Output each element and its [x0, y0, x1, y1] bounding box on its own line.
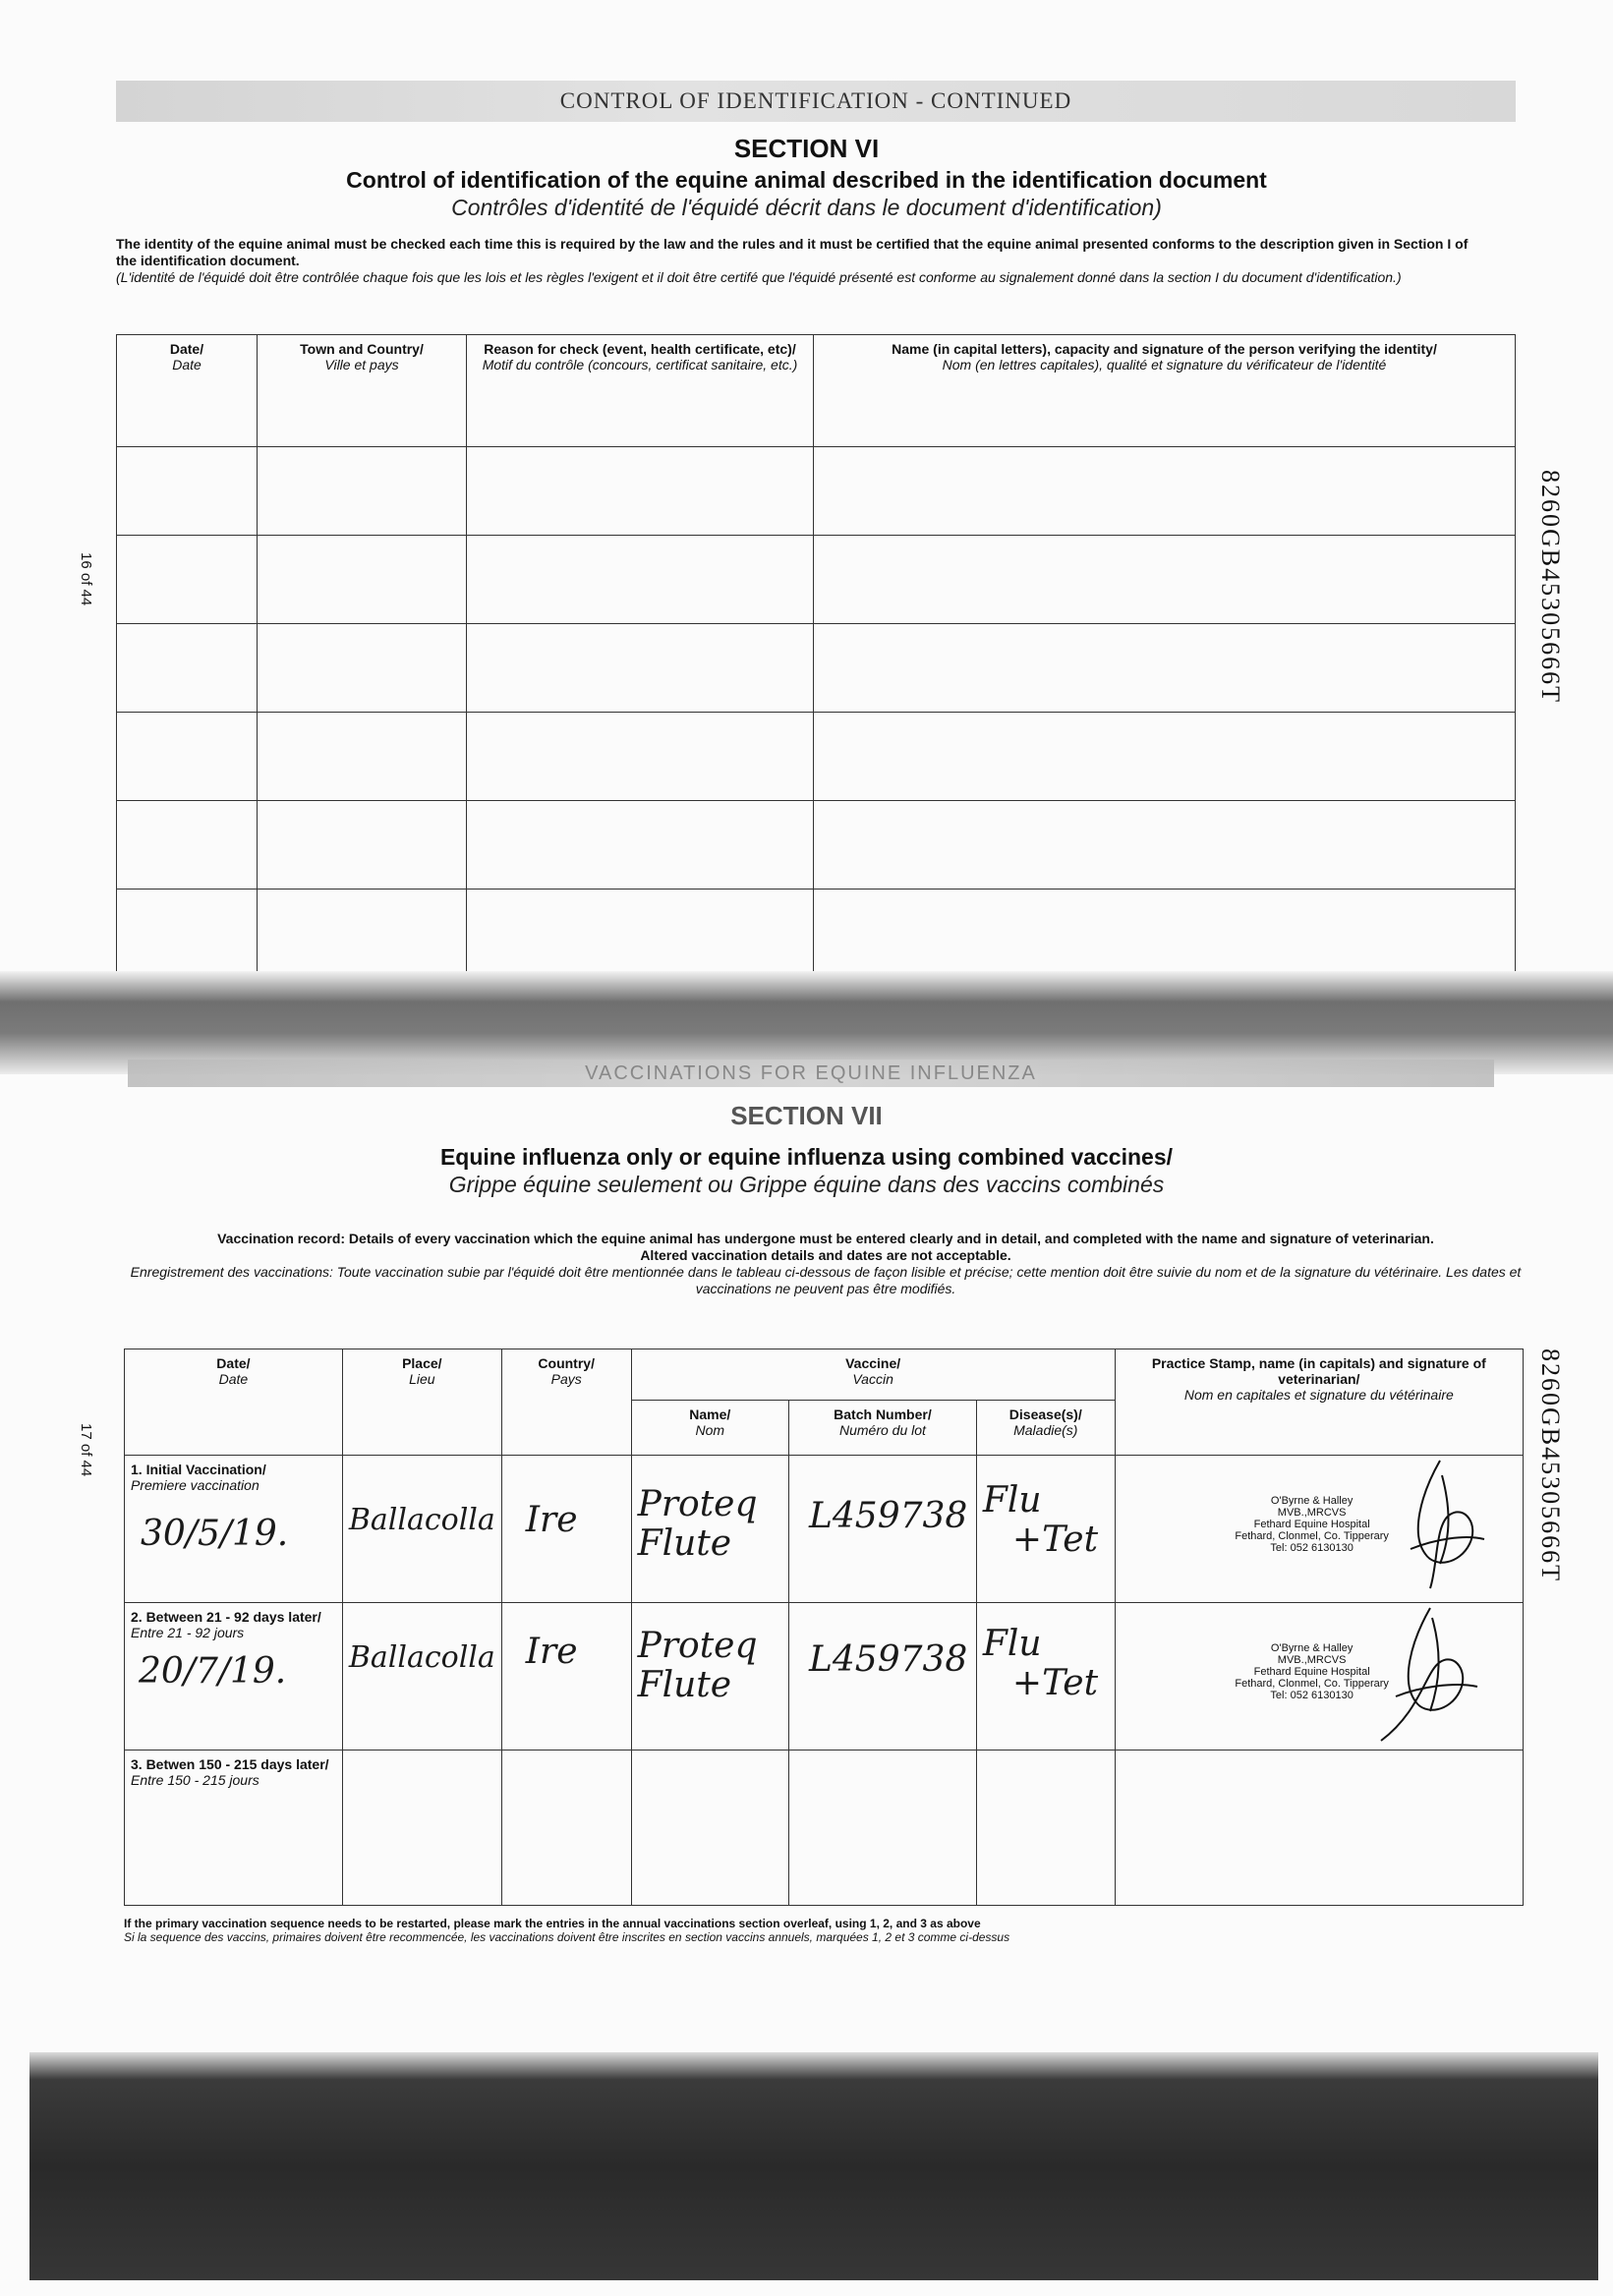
row-label-3: 3. Betwen 150 - 215 days later/ Entre 150 - 215 jours: [125, 1751, 343, 1906]
table-row: [117, 713, 1516, 801]
col-disease: Disease(s)/ Maladie(s): [976, 1401, 1115, 1456]
section-vi-note: [116, 236, 1492, 286]
table-row: [117, 447, 1516, 536]
vaccination-row-2: [125, 1603, 1524, 1751]
section-vi-heading: Control of identification of the equine animal described in the identification document: [346, 167, 1267, 193]
section-vii-title: SECTION VII: [730, 1101, 883, 1130]
restart-note: [124, 1917, 1520, 1944]
col-batch-number: Batch Number/ Numéro du lot: [788, 1401, 976, 1456]
section-vii-note: [128, 1231, 1524, 1297]
table-row: [117, 536, 1516, 624]
country-cell-2: Ire: [501, 1603, 631, 1751]
place-cell-1: Ballacolla: [342, 1456, 501, 1603]
scan-bottom-shadow: [29, 2052, 1598, 2280]
page-number-top: 16 of 44: [78, 552, 94, 606]
handwritten-date-1: 30/5/19.: [141, 1514, 289, 1554]
vaccination-row-3: [125, 1751, 1524, 1906]
section-vii-note-en-1: Vaccination record: Details of every vaccination which the equine animal has undergone must be entered clearly and in detail, and completed with the name and signature of veterinarian.: [217, 1231, 1434, 1246]
col-practice: Practice Stamp, name (in capitals) and signature of veterinarian/ Nom en capitales et signature du vétérinaire: [1115, 1349, 1523, 1456]
table-row: [117, 801, 1516, 890]
col-reason: Reason for check (event, health certificate, etc)/ Motif du contrôle (concours, certificat sanitaire, etc.): [467, 335, 814, 447]
batch-cell-1: L459738: [788, 1456, 976, 1603]
col-place: Place/ Lieu: [342, 1349, 501, 1456]
col-town-country: Town and Country/ Ville et pays: [258, 335, 467, 447]
table-row: [117, 624, 1516, 713]
table-row: [117, 890, 1516, 974]
section-vii-note-fr: Enregistrement des vaccinations: Toute vaccination subie par l'équidé doit être mentionnée dans le tableau ci-dessous de façon lisible et précise; cette mention doit être suivie du nom et de la signature du vétérinaire. Les dates et vaccinations ne peuvent pas être modifiés.: [130, 1264, 1522, 1296]
vet-signature-2: [1361, 1603, 1489, 1751]
col-date: Date/ Date: [125, 1349, 343, 1456]
batch-cell-2: L459738: [788, 1603, 976, 1751]
practice-stamp-cell-1: [1115, 1456, 1523, 1603]
table-header: [125, 1349, 1524, 1401]
practice-stamp-1: O'Byrne & Halley MVB.,MRCVS Fethard Equine Hospital Fethard, Clonmel, Co. Tipperary Tel: 052 6130130: [1235, 1495, 1389, 1554]
practice-stamp-2: O'Byrne & Halley MVB.,MRCVS Fethard Equine Hospital Fethard, Clonmel, Co. Tipperary Tel: 052 6130130: [1235, 1642, 1389, 1701]
restart-note-fr: Si la sequence des vaccins, primaires doivent être recommencée, les vaccinations doivent être inscrites en section vaccins annuels, marquées 1, 2 et 3 comme ci-dessus: [124, 1930, 1010, 1944]
vaccine-name-cell-1: Proteq Flute: [631, 1456, 788, 1603]
row-label-1: 1. Initial Vaccination/ Premiere vaccination 30/5/19.: [125, 1456, 343, 1603]
page-number-bottom: 17 of 44: [78, 1423, 94, 1477]
section-vi-heading-fr: Contrôles d'identité de l'équidé décrit dans le document d'identification): [451, 195, 1162, 220]
section-vi-note-fr: (L'identité de l'équidé doit être contrôlée chaque fois que les lois et les règles l'exigent et il doit être certifé que l'équidé présenté est conforme au signalement donné dans la section I du document d'identification.): [116, 269, 1402, 285]
row-label-2: 2. Between 21 - 92 days later/ Entre 21 - 92 jours 20/7/19.: [125, 1603, 343, 1751]
col-date: Date/ Date: [117, 335, 258, 447]
practice-stamp-cell-2: [1115, 1603, 1523, 1751]
document-id-top: 8260GB45305666T: [1536, 470, 1565, 704]
section-vi-note-en: The identity of the equine animal must be checked each time this is required by the law and the rules and it must be certified that the equine animal presented conforms to the description given in Section I of the identification document.: [116, 236, 1469, 268]
col-vaccine-name: Name/ Nom: [631, 1401, 788, 1456]
restart-note-en: If the primary vaccination sequence needs to be restarted, please mark the entries in the annual vaccinations section overleaf, using 1, 2, and 3 as above: [124, 1917, 981, 1930]
identity-check-table: [116, 334, 1516, 974]
col-vaccine: Vaccine/ Vaccin: [631, 1349, 1115, 1401]
section-vii-note-en-2: Altered vaccination details and dates are not acceptable.: [640, 1247, 1011, 1263]
country-cell-1: Ire: [501, 1456, 631, 1603]
table-header: [117, 335, 1516, 447]
col-verifier: Name (in capital letters), capacity and signature of the person verifying the identity/ Nom (en lettres capitales), qualité et signature du vérificateur de l'identité: [814, 335, 1516, 447]
document-id-bottom: 8260GB45305666T: [1536, 1349, 1565, 1582]
section-vii-banner: VACCINATIONS FOR EQUINE INFLUENZA: [128, 1060, 1494, 1087]
section-vii-heading: Equine influenza only or equine influenza using combined vaccines/: [439, 1144, 1174, 1170]
handwritten-date-2: 20/7/19.: [139, 1651, 287, 1692]
disease-cell-2: Flu +Tet: [976, 1603, 1115, 1751]
section-vii-heading-fr: Grippe équine seulement ou Grippe équine dans des vaccins combinés: [448, 1172, 1165, 1197]
vaccination-table: [124, 1349, 1524, 1906]
section-vi-title: SECTION VI: [733, 134, 880, 163]
vaccination-row-1: [125, 1456, 1524, 1603]
disease-cell-1: Flu +Tet: [976, 1456, 1115, 1603]
place-cell-2: Ballacolla: [342, 1603, 501, 1751]
col-country: Country/ Pays: [501, 1349, 631, 1456]
vaccine-name-cell-2: Proteq Flute: [631, 1603, 788, 1751]
section-banner: CONTROL OF IDENTIFICATION - CONTINUED: [116, 81, 1516, 122]
vet-signature-1: [1381, 1456, 1499, 1603]
